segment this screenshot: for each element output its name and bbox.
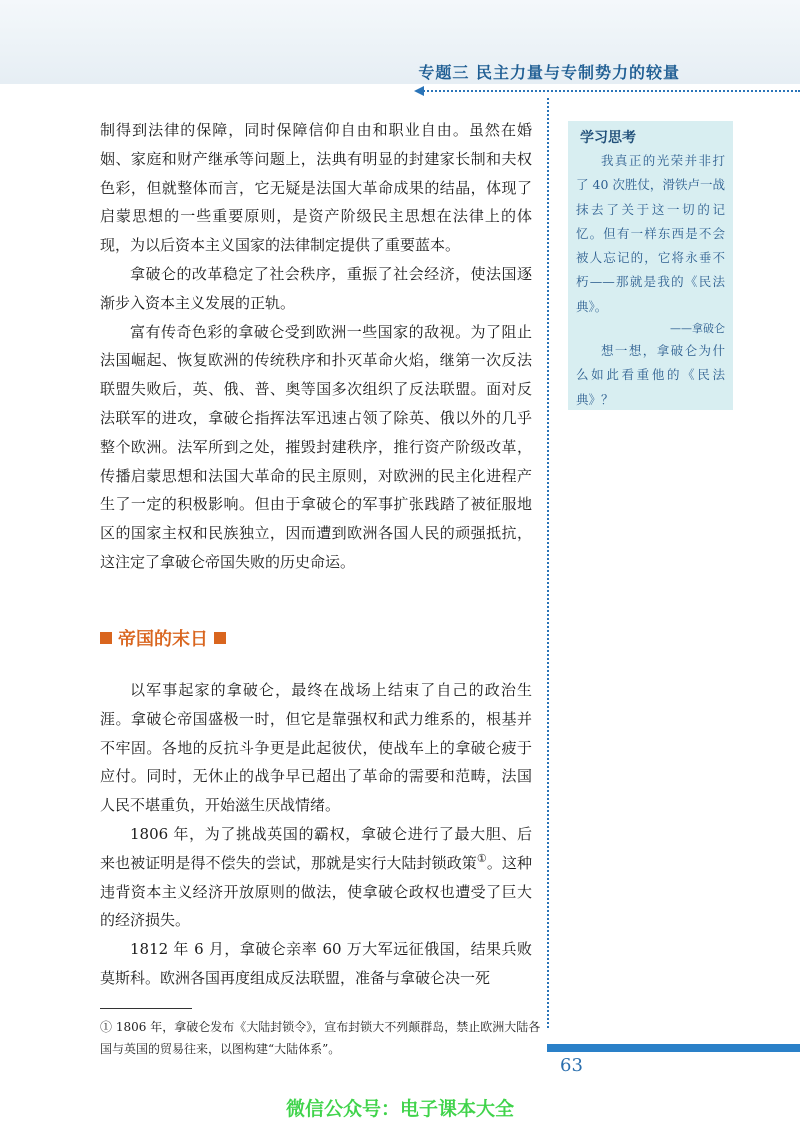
sidebox-title: 学习思考 [580, 130, 636, 146]
chapter-title: 专题三 民主力量与专制势力的较量 [418, 63, 680, 82]
header-divider [420, 90, 800, 92]
sidebox-question: 想一想，拿破仑为什么如此看重他的《民法典》？ [576, 343, 725, 407]
section-paragraph-3: 1812 年 6 月，拿破仑亲率 60 万大军远征俄国，结果兵败莫斯科。欧洲各国再度组成反法联盟，准备与拿破仑决一死 [100, 940, 532, 987]
footnote [100, 1016, 550, 1060]
footer-bar [547, 1044, 800, 1052]
watermark: 微信公众号：电子课本大全 [285, 1098, 514, 1120]
paragraph-3: 富有传奇色彩的拿破仑受到欧洲一些国家的敌视。为了阻止法国崛起、恢复欧洲的传统秩序和扑灭革命火焰，继第一次反法联盟失败后，英、俄、普、奥等国多次组织了反法联盟。面对反法联军的进攻，拿破仑指挥法军迅速占领了除英、俄以外的几乎整个欧洲。法军所到之处，摧毁封建秩序，推行资产阶级改革，传播启蒙思想和法国大革命的民主原则，对欧洲的民主化进程产生了一定的积极影响。但由于拿破仑的军事扩张践踏了被征服地区的国家主权和民族独立，因而遭到欧洲各国人民的顽强抵抗，这注定了拿破仑帝国失败的历史命运。 [100, 322, 532, 571]
footnote-text: 1806 年，拿破仑发布《大陆封锁令》，宣布封锁大不列颠群岛，禁止欧洲大陆各国与英国的贸易往来，以图构建“大陆体系”。 [100, 1020, 541, 1056]
section-heading [100, 625, 226, 651]
para2-text-after: 。这种违背资本主义经济开放原则的做法，使拿破仑政权也遭受了巨大的经济损失。 [100, 853, 532, 930]
study-sidebox [568, 121, 733, 410]
section-paragraph-1: 以军事起家的拿破仑，最终在战场上结束了自己的政治生涯。拿破仑帝国盛极一时，但它是靠强权和武力维系的，根基并不牢固。各地的反抗斗争更是此起彼伏，使战车上的拿破仑疲于应付。同时，无休止的战争早已超出了革命的需要和范畴，法国人民不堪重负，开始滋生厌战情绪。 [100, 681, 532, 815]
footnote-rule [100, 1008, 192, 1009]
column-divider [547, 98, 549, 1028]
page-number: 63 [560, 1055, 583, 1076]
sidebox-attribution: ——拿破仑 [670, 322, 725, 336]
paragraph-2: 拿破仑的改革稳定了社会秩序，重振了社会经济，使法国逐渐步入资本主义发展的正轨。 [100, 264, 532, 312]
main-text [100, 116, 532, 577]
sidebox-quote: 我真正的光荣并非打了 40 次胜仗，滑铁卢一战抹去了关于这一切的记忆。但有一样东西是不会被人忘记的，它将永垂不朽——那就是我的《民法典》。 [576, 153, 725, 314]
square-bullet-icon [214, 632, 226, 644]
footnote-ref[interactable]: ① [476, 851, 487, 865]
header-band [0, 0, 800, 84]
paragraph-1: 制得到法律的保障，同时保障信仰自由和职业自由。虽然在婚姻、家庭和财产继承等问题上，法典有明显的封建家长制和夫权色彩，但就整体而言，它无疑是法国大革命成果的结晶，体现了启蒙思想的一些重要原则，是资产阶级民主思想在法律上的体现，为以后资本主义国家的法律制定提供了重要蓝本。 [100, 121, 532, 255]
footnote-marker: ① [100, 1020, 113, 1034]
section-heading-text: 帝国的末日 [118, 629, 208, 650]
section-paragraph-2 [100, 820, 532, 935]
square-bullet-icon [100, 632, 112, 644]
sidebox-body [576, 149, 725, 412]
section-text [100, 676, 532, 993]
para2-text-before: 1806 年，为了挑战英国的霸权，拿破仑进行了最大胆、后来也被证明是得不偿失的尝试，那就是实行大陆封锁政策 [100, 824, 532, 872]
